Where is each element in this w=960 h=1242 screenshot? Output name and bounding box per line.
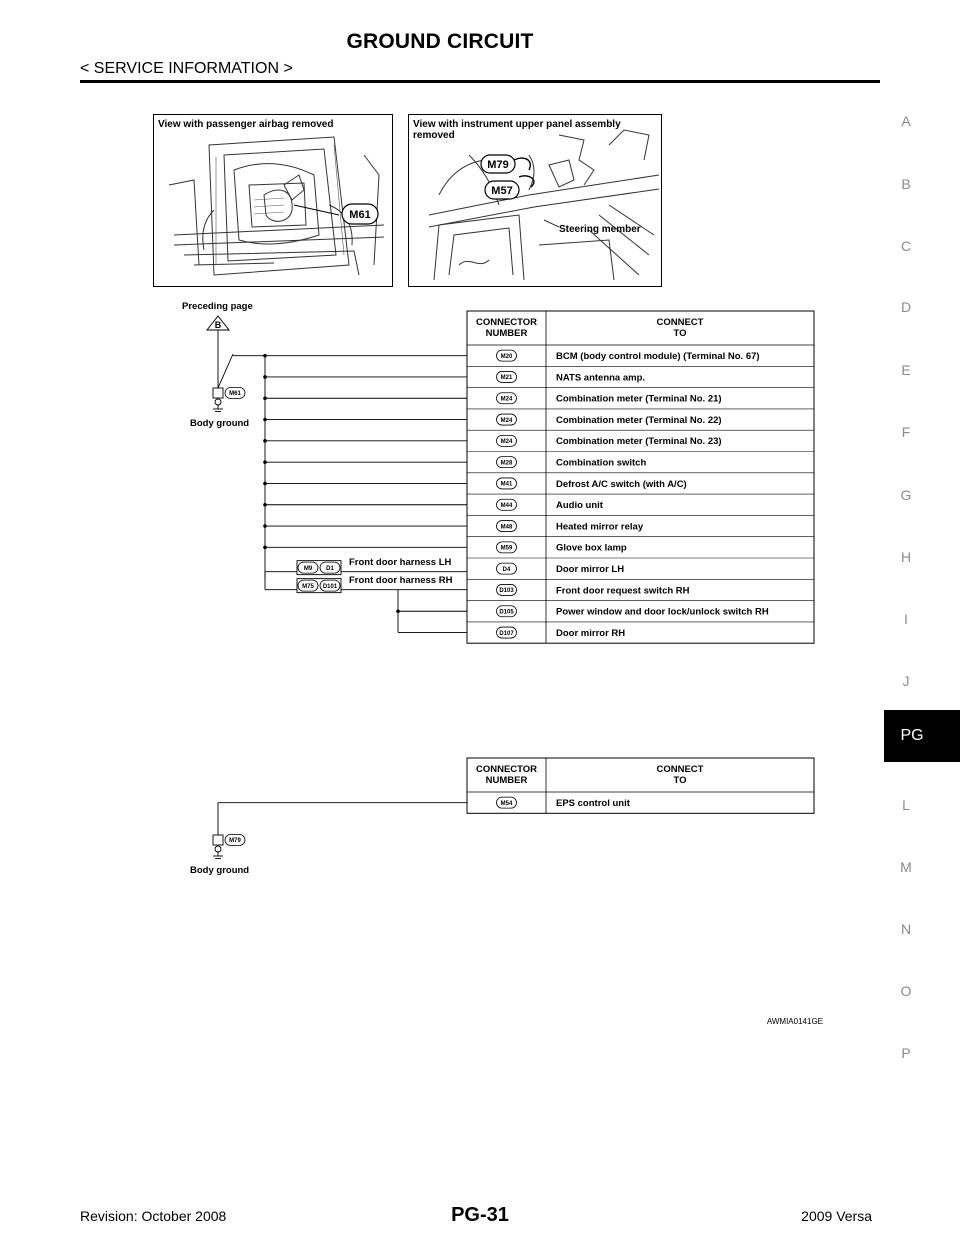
diagram2-ground-circle (215, 846, 221, 852)
diagram1-table-row-7-connector-label: M44 (500, 502, 513, 509)
diagram1-ground-connector-label: M61 (229, 391, 241, 398)
diagram1-table-row-13-connector-label: D107 (499, 630, 514, 637)
diagram1-harness-0-label: Front door harness LH (349, 557, 452, 569)
figure-code: AWMIA0141GE (766, 1017, 823, 1026)
diagram1-table-row-11-connect-to: Front door request switch RH (556, 585, 690, 597)
side-index-letter-e[interactable]: E (901, 362, 911, 378)
diagram1-table-row-5-connector-label: M28 (500, 460, 513, 467)
side-index-letter-c[interactable]: C (900, 238, 912, 254)
side-index (884, 0, 960, 1242)
footer-revision: Revision: October 2008 (80, 1208, 227, 1224)
diagram1-connector-table (467, 311, 814, 643)
photo-label-steering-member: Steering member (559, 224, 641, 235)
diagram1-harness-1-to-label: D101 (322, 583, 338, 590)
diagram1-table-row-4-connect-to: Combination meter (Terminal No. 23) (556, 436, 722, 448)
diagram1-table-row-7-connect-to: Audio unit (556, 500, 603, 512)
diagram1-table-row-11-connector-label: D103 (499, 588, 514, 595)
side-index-letter-p[interactable]: P (901, 1045, 911, 1061)
diagram1-table-header-connect-0: CONNECT (656, 317, 704, 328)
diagram2-table-row-0-connector-label: M54 (500, 800, 513, 807)
diagram1-table-row-4-connector-label: M24 (500, 439, 513, 446)
footer-model: 2009 Versa (801, 1208, 872, 1224)
diagram2-table-header-connector-0: CONNECTOR (475, 764, 538, 775)
preceding-page-label: Preceding page (182, 301, 253, 312)
diagram2-connector-table (467, 758, 814, 813)
photo-caption-right: View with instrument upper panel assembly removed (413, 119, 621, 141)
diagram1-junction-0 (263, 354, 267, 358)
diagram1-wires (218, 330, 467, 633)
side-index-letter-f[interactable]: F (901, 424, 911, 440)
diagram1-table-row-13-connect-to: Door mirror RH (556, 627, 626, 639)
side-index-letter-o[interactable]: O (900, 983, 912, 999)
photo-connector-m57: M57 (491, 185, 513, 197)
photo-connector-m79: M79 (487, 159, 509, 171)
side-index-letter-m[interactable]: M (900, 859, 912, 875)
diagram1-table-row-12-connect-to: Power window and door lock/unlock switch RH (556, 606, 769, 618)
diagram2-table-row-0-connect-to: EPS control unit (556, 797, 630, 809)
diagram1-table-row-1-connector-label: M21 (500, 375, 513, 382)
diagram1-table-row-2-connector-label: M24 (500, 396, 513, 403)
diagram1-ground-symbol (213, 388, 245, 412)
diagram1-table-row-10-connect-to: Door mirror LH (556, 563, 625, 575)
side-index-letter-b[interactable]: B (901, 176, 911, 192)
diagram1-table-header-connect-1: TO (673, 328, 687, 339)
diagram1-table-header-connector-1: NUMBER (485, 328, 528, 339)
diagram1-harness-0-from-label: M9 (303, 565, 313, 572)
preceding-page-ref: B (214, 320, 222, 330)
diagram1-body-ground-label: Body ground (190, 418, 250, 429)
diagram1-table-row-6-connector-label: M41 (500, 481, 513, 488)
page-title: GROUND CIRCUIT (346, 30, 534, 53)
diagram1-table-row-3-connect-to: Combination meter (Terminal No. 22) (556, 414, 722, 426)
diagram2-table-header-connect-0: CONNECT (656, 764, 704, 775)
diagram2-ground-symbol (213, 835, 245, 859)
diagram1-harness-connectors (297, 557, 453, 593)
diagram1-table-row-0-connect-to: BCM (body control module) (Terminal No. 67) (556, 350, 760, 362)
diagram1-ground-riser-diag (218, 354, 233, 388)
diagram1-table-row-8-connector-label: M48 (500, 524, 513, 531)
side-index-letter-i[interactable]: I (904, 611, 908, 627)
side-index-letter-a[interactable]: A (901, 113, 911, 129)
side-tab-active[interactable]: PG (884, 710, 960, 762)
diagram1-ground-circle (215, 399, 221, 405)
diagram1-table-row-12-connector-label: D105 (499, 609, 514, 616)
side-index-letter-n[interactable]: N (900, 921, 912, 937)
diagram1-table-row-9-connector-label: M59 (500, 545, 513, 552)
diagram1-table-row-9-connect-to: Glove box lamp (556, 542, 627, 554)
diagram1-harness-0-to-label: D1 (326, 565, 334, 572)
diagram1-table-row-8-connect-to: Heated mirror relay (556, 521, 644, 533)
diagram2-table-header-connector-1: NUMBER (485, 775, 528, 786)
diagram1-harness-1-label: Front door harness RH (349, 575, 453, 587)
side-index-letter-h[interactable]: H (900, 549, 912, 565)
diagram1-table-row-5-connect-to: Combination switch (556, 457, 647, 469)
diagram2-wires (218, 803, 467, 835)
side-index-letter-g[interactable]: G (900, 487, 912, 503)
diagram1-table-row-6-connect-to: Defrost A/C switch (with A/C) (556, 478, 687, 490)
side-index-letter-l[interactable]: L (902, 797, 910, 813)
diagram1-table-row-3-connector-label: M24 (500, 417, 513, 424)
diagram2-ground-connector-label: M79 (229, 838, 241, 845)
photo-caption-left: View with passenger airbag removed (158, 119, 334, 130)
photo-connector-m61: M61 (349, 209, 371, 221)
side-index-letter-j[interactable]: J (902, 673, 910, 689)
diagram1-ground-square (213, 388, 223, 398)
diagram1-table-row-0-connector-label: M20 (500, 353, 513, 360)
diagram1-harness-1-from-label: M75 (302, 583, 314, 590)
footer-page-number: PG-31 (451, 1204, 509, 1226)
diagram2-ground-square (213, 835, 223, 845)
diagram1-table-row-10-connector-label: D4 (502, 566, 511, 573)
side-index-letter-d[interactable]: D (900, 299, 912, 315)
diagram2-body-ground-label: Body ground (190, 865, 250, 876)
diagram1-table-row-2-connect-to: Combination meter (Terminal No. 21) (556, 393, 722, 405)
diagram1-table-row-1-connect-to: NATS antenna amp. (556, 372, 646, 384)
diagram2-table-header-connect-1: TO (673, 775, 687, 786)
diagram1-table-header-connector-0: CONNECTOR (475, 317, 538, 328)
section-subtitle: < SERVICE INFORMATION > (80, 60, 293, 77)
